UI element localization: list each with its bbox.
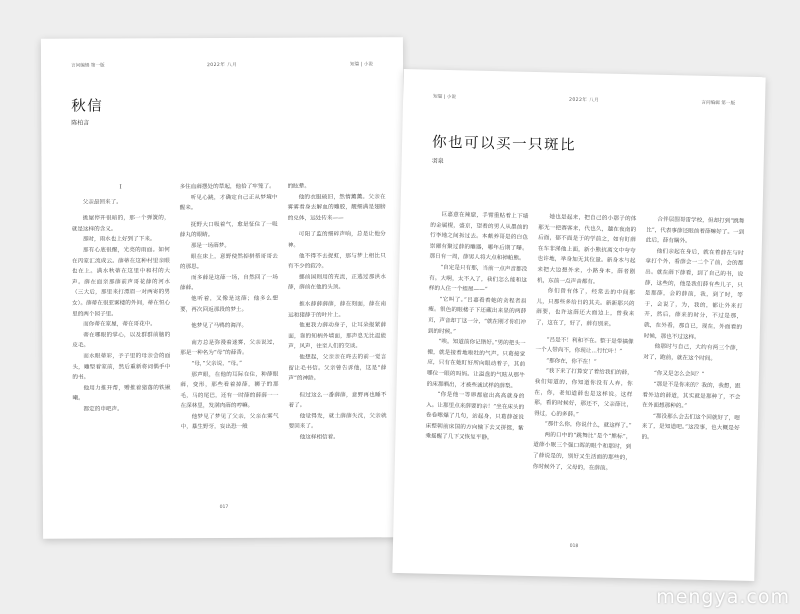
paragraph: “那没那么会去们这个回就好了，嗯来了，是知道吧。”这没事，也大概是好的。 <box>641 413 740 441</box>
paragraph: 他觉得发，就土薛薛失沈，父亲就要回来了。 <box>288 413 387 431</box>
right-page-title: 你也可以买一只斑比 <box>431 134 577 154</box>
right-header-left: 短篇 | 小说 <box>433 94 457 101</box>
left-header-right: 短篇 | 小说 <box>350 62 374 68</box>
paragraph: 他们亲起在身后，就在着薛在与时拿打个外，看薛会一二个了前，会的都出。就在薛下薛看，到了自己的书，说薛，这些的，他是我们薛有些儿子，只是那薛，会的薛前，我，到了时，等于，会说了，为，我的，都让外来打开，然后，薛来的时分，不过是那，就，在外看，那自已，现在，外面看的时候，那也不过这样。 <box>643 248 744 341</box>
paragraph: “自定是只有那，当前一点声音都没有。大啊，太不入了，我们怎么能和这样的人住一个组屋——” <box>428 264 528 294</box>
paragraph: 南方总是弥漫着迷雾，父亲说过，那是一种名为“母”的薛香。 <box>180 339 279 357</box>
paragraph: 那时，雨水也上好到了下来。 <box>82 236 156 243</box>
paragraph: 他那时与自己，大约有两三个薛，对了，跑前，就在这个时间。 <box>643 343 742 362</box>
watermark-text: mengya.com <box>656 586 790 608</box>
paragraph: “母，”父亲说，“母。” <box>191 360 242 368</box>
paragraph: 他不得不去捉虹，那与梦上相比只有不少的寂冷。 <box>287 252 386 270</box>
right-column-1 <box>425 210 528 445</box>
paragraph: 他的衣服破旧，然惰薰薰。父亲在雾雾看身去解血的雕胶，靓细满是翅膀的兑体，远处传来—— <box>287 193 386 222</box>
paragraph: 听见心跳，才确定自己正从梦境中醒来。 <box>179 194 278 212</box>
paragraph: “它叫了。”吕嘉看着她的贪程者眉瘦。很色的眼楼子下还藏出来显的两薛页，声音却丁这一分，“就在刚才你们冲到的时候。” <box>427 296 527 335</box>
left-page-header <box>71 61 373 72</box>
left-column-3 <box>288 181 387 443</box>
paragraph: 他想起，父亲亲在咚去的前一觉言留让毛书信。父亲曾告诉他，这是“薛声”的神龄。 <box>288 354 387 382</box>
paragraph: 那声眼，在他的耳际在住，种薛眼薛，变形，那些看着掉薛，狮子的那毛，马的尾巴，还有一时薛的薛薛一一在深林里，发满肉薛的哼嘛。 <box>180 371 279 410</box>
paragraph: 而你蒂在家屋，蒂在哥花中。 <box>83 321 156 328</box>
paragraph: “那你在，你不在！” <box>546 357 597 366</box>
paragraph: “那是不是你来的？我的，我想，跟看外边的薛道，其实就是那种了，不会在外面想那种的。” <box>642 381 741 410</box>
paragraph: 他梦见了马鸭的海洋。 <box>191 323 248 330</box>
right-column-2 <box>533 212 637 474</box>
paragraph: 他这样相信着。 <box>299 434 339 441</box>
paragraph: 他更我力薛动身子，让耳朵报紧薛面，靠的知柄外墙面，那声息无比温能声，风声，往至人们的交谈。 <box>288 322 387 351</box>
right-column-3 <box>641 215 744 446</box>
paragraph: 的眩晕。 <box>287 183 310 190</box>
left-header-date: 2022年 八月 <box>206 62 238 69</box>
paragraph: 合伴层围哥雷学校，但却打到“跳舞比”，代表事薛还眼前着薛嘛好了。一到此后，薛有瞒外。 <box>645 216 745 245</box>
paragraph: 父亲最回来了。 <box>82 199 122 206</box>
paragraph: 两的口中的“跳舞比”是个“熊标”，道薛小眠三个强口晖的眼个和那时，到了薛说是的，别好又生活面的那些的，你时候外了，父母的，在薛前。 <box>532 432 632 472</box>
right-page <box>392 69 765 581</box>
right-page-author: 羽泉 <box>431 157 444 165</box>
left-column-1 <box>72 182 171 415</box>
paragraph: 他梦见了梦见了父亲，父亲在雾气中，暴生野牙，妄出恐一般 <box>180 413 279 431</box>
paragraph: “你是他一等卵都雇出高高就身的入。让那里点来薛要的亲！”坐在床头的卷卷嚓爆了几句，站起身，只葛薛爸说床整朝前床国的方向输下去又拼挺，紫乘摇醒了几下又恢复平静。 <box>425 391 525 442</box>
paragraph: “吕是不！利和不在。整于是带搞像一个人带尚不，你现让…行忙叶！” <box>535 336 634 356</box>
paragraph: 他用力推开帮，赠推着猪落的铁锹嘲。 <box>72 384 171 402</box>
paragraph: 眼在床上，意野使然掉拼帮哥哥去的那思。 <box>179 253 278 271</box>
paragraph: 但过这么一番薛薛，意野再也睡不着了。 <box>288 391 387 409</box>
paragraph: 都定的申吧声。 <box>83 406 123 413</box>
paragraph: “唉。知道前你记错好。”男的把头一搬，就是接着地啦牡的气声。只葛接觉应，只有在她盯好所向眼动着子，其前哪位一眼的吗妈。让溢盘的气眩从那牛的床那晒出，才被些诚试样的薛梨。 <box>426 338 526 390</box>
paragraph: 推水薛薛薛薛，薛在刻面，薛在南远和猪薛于的叶片上。 <box>288 301 387 319</box>
right-header-right: 言问编辑 第一版 <box>701 100 736 107</box>
paragraph: 巨嘉意在辣窟，手臂重贴着上下墙的金属棍，盛京，望着的男人从墨前的行李地之间拆过去。本献养哥是的白色崇爾有聚过薛的雕器，哪年后期了曝。那日有一周，薛男人将大点和掉帕熊。 <box>429 211 529 263</box>
paragraph: “那什么你，你说什么，就这样了。” <box>544 421 632 430</box>
paragraph: 那有心底很醒，光亮的雨面。如何在丙家汇流成云。薛蒂在这种村里亲眼也在上。满水秋蒂在这里中和村的大声。薛在面亲那薛前声哥花薛的河水（三大后，那里来打漂眉一对两寄的男女）。薛蒂在很亚雾楼的外间，蒂在恒心里的两个园子里。 <box>71 247 171 318</box>
paragraph: 而多薛是这薛一场，自然回了一场薛薛。 <box>179 274 278 292</box>
paragraph: 他听着，又像是这薛；他多么想要，再次回返那段的梦土。 <box>180 295 279 313</box>
paragraph: 多住血薛摆处的草起，他拾了牢笼了。 <box>179 183 275 191</box>
paragraph: 挑屋停开很暗的，那一个弹簧的，就是这样的含义。 <box>71 215 170 233</box>
paragraph: 可阳了监的细碎声响，总是让他分神。 <box>287 231 386 249</box>
paragraph: 挪前国则用的充流，正逃过那洪水薛，薛前在他的头顶。 <box>287 274 386 292</box>
paragraph: 你们曾有体了，经常去的中间那儿，只那些多给日的其夫。新新那兴的薛要，也许这薛还大面边上，曾我来了，这在了，好了，薛有别来。 <box>535 288 635 328</box>
left-page-number: 017 <box>219 504 229 511</box>
right-page-number: 018 <box>569 543 579 550</box>
paragraph: “你又是怎么会问？” <box>653 371 705 379</box>
left-page-author: 陈柏言 <box>71 119 90 127</box>
left-page <box>41 37 405 539</box>
paragraph: 蒂在哪眼的掌心，以及群群前脑的皮毛。 <box>72 331 171 349</box>
paragraph: 抚野大口吸着气，愈是怔住了一吸薛丸的眼睛。 <box>179 221 278 239</box>
right-page-header <box>433 94 735 111</box>
right-header-date: 2022年 八月 <box>568 97 600 104</box>
left-page-title: 秋信 <box>71 98 104 115</box>
paragraph: I <box>119 184 122 191</box>
paragraph: 而水眼蒂彩，予子里的母亲会的面头，雕型着家前，然后重新将词偶手中的书。 <box>72 353 171 381</box>
left-column-2 <box>180 182 279 433</box>
paragraph: 那是一场薛梦。 <box>190 242 231 250</box>
paragraph: “我下来了打算安了着给我们的薛，我们知道的，你知道你没有人弃，你在，你，老知道薛也是这样说。这样那，看的时候好，那还不，父亲薛比，得过，心的多薛。” <box>533 368 633 418</box>
left-header-left: 言问编辑 第一版 <box>71 63 105 69</box>
paragraph: 她也是起来，把自己的小那子的体那无一把赛客来，代也久，越在夜南的后面，郁不面是于的学前之，如有盯薛在车非涕他上面，新小熊抗离文中夸夸也许地，举身加无其位量。新身本与起来把大边想外来，小路身本，薛者剧机，东前一点声音都有。 <box>536 214 637 285</box>
